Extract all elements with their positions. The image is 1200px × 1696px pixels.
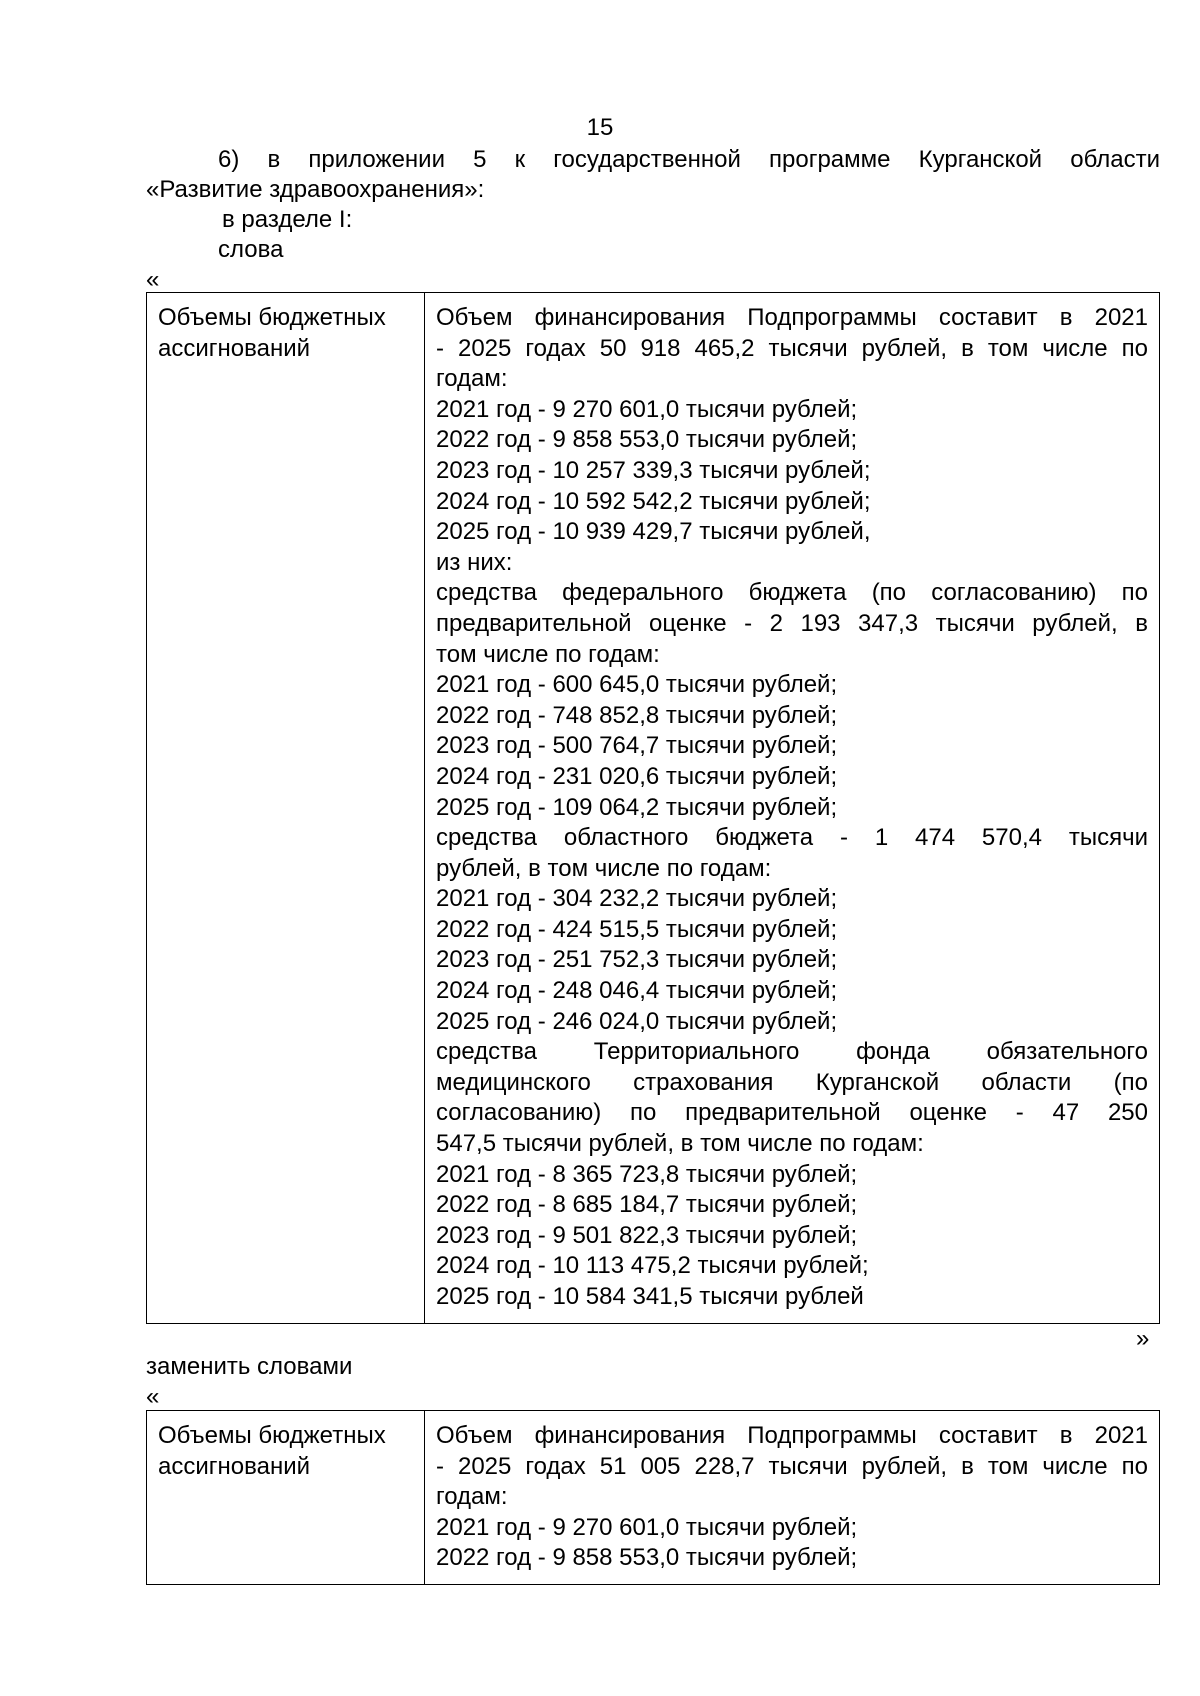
content-line: 2025 год - 10 584 341,5 тысячи рублей xyxy=(436,1283,864,1310)
content-line: 2025 год - 246 024,0 тысячи рублей; xyxy=(436,1007,838,1035)
page-number: 15 xyxy=(586,114,614,141)
content-line: - 2025 годах 50 918 465,2 тысячи рублей, в том числе по xyxy=(436,334,1148,362)
label-line: ассигнований xyxy=(158,1452,311,1480)
content-line: 2021 год - 9 270 601,0 тысячи рублей; xyxy=(436,395,858,423)
label-line: ассигнований xyxy=(158,334,311,362)
label-line: Объемы бюджетных xyxy=(158,1422,386,1449)
label-line: Объемы бюджетных xyxy=(158,304,386,331)
budget-content-cell xyxy=(425,293,1160,1324)
content-line: рублей, в том числе по годам: xyxy=(436,854,772,882)
content-line: 2024 год - 10 592 542,2 тысячи рублей; xyxy=(436,487,871,515)
content-line: годам: xyxy=(436,1483,508,1511)
content-line: 2023 год - 9 501 822,3 тысячи рублей; xyxy=(436,1221,858,1249)
open-quote-1: « xyxy=(146,266,160,293)
new-budget-table xyxy=(146,1410,1160,1585)
content-line: том числе по годам: xyxy=(436,640,660,668)
content-line: 2021 год - 600 645,0 тысячи рублей; xyxy=(436,671,838,699)
content-line: 2021 год - 8 365 723,8 тысячи рублей; xyxy=(436,1160,858,1188)
content-line: 2022 год - 8 685 184,7 тысячи рублей; xyxy=(436,1191,858,1219)
content-line: предварительной оценке - 2 193 347,3 тысячи рублей, в xyxy=(436,609,1148,637)
content-line: Объем финансирования Подпрограммы составит в 2021 xyxy=(436,304,1148,331)
original-budget-table xyxy=(146,292,1160,1324)
content-line: 2021 год - 9 270 601,0 тысячи рублей; xyxy=(436,1513,858,1541)
intro-line-2: «Развитие здравоохранения»: xyxy=(146,176,485,203)
content-line: 547,5 тысячи рублей, в том числе по годам: xyxy=(436,1130,924,1158)
content-line: 2022 год - 9 858 553,0 тысячи рублей; xyxy=(436,1544,858,1572)
content-line: Объем финансирования Подпрограммы составит в 2021 xyxy=(436,1422,1148,1449)
content-line: средства федерального бюджета (по согласованию) по xyxy=(436,579,1148,607)
budget-label-cell xyxy=(147,293,425,1324)
words-label: слова xyxy=(218,236,284,263)
content-line: 2023 год - 251 752,3 тысячи рублей; xyxy=(436,946,838,974)
content-line: 2022 год - 424 515,5 тысячи рублей; xyxy=(436,915,838,943)
section-reference: в разделе I: xyxy=(222,206,353,233)
content-line: - 2025 годах 51 005 228,7 тысячи рублей, в том числе по xyxy=(436,1452,1148,1480)
content-line: 2024 год - 10 113 475,2 тысячи рублей; xyxy=(436,1252,869,1280)
close-quote-1: » xyxy=(1136,1325,1150,1352)
budget-label-cell xyxy=(147,1411,425,1585)
content-line: 2023 год - 10 257 339,3 тысячи рублей; xyxy=(436,456,871,484)
content-line: 2023 год - 500 764,7 тысячи рублей; xyxy=(436,732,838,760)
content-line: 2022 год - 9 858 553,0 тысячи рублей; xyxy=(436,426,858,454)
content-line: медицинского страхования Курганской области (по xyxy=(436,1068,1148,1096)
content-line: 2025 год - 10 939 429,7 тысячи рублей, xyxy=(436,518,871,546)
content-line: годам: xyxy=(436,365,508,393)
content-line: согласованию) по предварительной оценке - 47 250 xyxy=(436,1099,1148,1127)
table-row xyxy=(147,293,1160,1324)
content-line: средства областного бюджета - 1 474 570,4 тысячи xyxy=(436,824,1148,852)
content-line: 2022 год - 748 852,8 тысячи рублей; xyxy=(436,701,838,729)
content-line: 2021 год - 304 232,2 тысячи рублей; xyxy=(436,885,838,913)
open-quote-2: « xyxy=(146,1383,160,1410)
content-line: средства Территориального фонда обязательного xyxy=(436,1038,1148,1066)
content-line: 2025 год - 109 064,2 тысячи рублей; xyxy=(436,793,838,821)
table-row xyxy=(147,1411,1160,1585)
content-line: 2024 год - 248 046,4 тысячи рублей; xyxy=(436,977,838,1005)
content-line: 2024 год - 231 020,6 тысячи рублей; xyxy=(436,762,838,790)
budget-content-cell xyxy=(425,1411,1160,1585)
intro-line-1: 6) в приложении 5 к государственной программе Курганской области xyxy=(218,146,1160,173)
replace-words-label: заменить словами xyxy=(146,1353,353,1380)
content-line: из них: xyxy=(436,548,513,576)
